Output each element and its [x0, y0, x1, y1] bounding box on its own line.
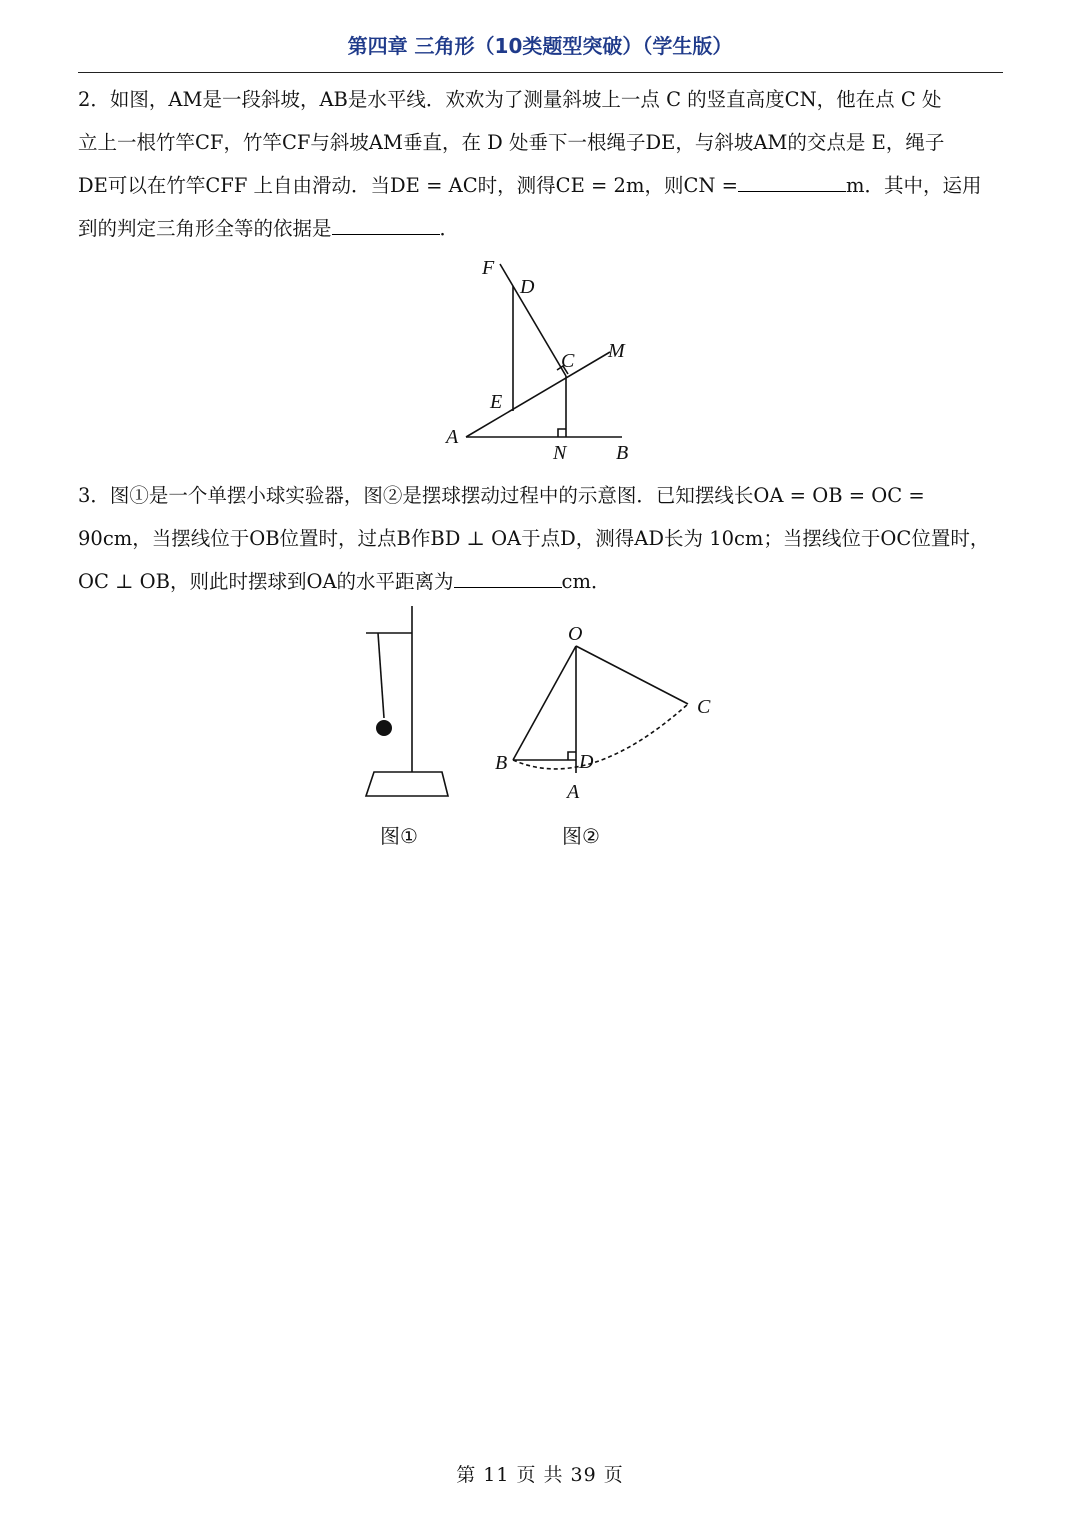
- pendulum-apparatus-figure: [360, 600, 460, 805]
- problem-2-line-4: [78, 207, 1003, 250]
- line-am: [466, 352, 610, 437]
- problem-3-line-3: [78, 560, 1003, 603]
- problem-3-line-3-tail: cm．: [561, 570, 611, 593]
- problem-2: [78, 78, 1003, 250]
- label-d: D: [520, 276, 535, 298]
- label-e: E: [490, 391, 503, 413]
- problem-2-line-3-tail: m．其中，运用: [845, 174, 982, 197]
- problem-2-figure: [440, 250, 650, 470]
- pendulum-schematic-figure: [488, 618, 728, 808]
- label-f: F: [482, 257, 495, 279]
- label-c: C: [561, 350, 575, 372]
- problem-2-line-1: 2．如图，AM是一段斜坡，AB是水平线．欢欢为了测量斜坡上一点 C 的竖直高度CN，他在点 C 处: [78, 88, 942, 111]
- pendulum-ball: [376, 720, 392, 736]
- header-divider: [78, 72, 1003, 73]
- label-b: B: [616, 442, 629, 464]
- page-header-title: 第四章 三角形（10类题型突破）（学生版）: [347, 34, 733, 58]
- right-angle-d: [568, 752, 576, 760]
- answer-blank-congruence-basis[interactable]: [332, 215, 440, 235]
- label-a: A: [446, 426, 459, 448]
- problem-3-line-3-text: OC ⊥ OB，则此时摆球到OA的水平距离为: [78, 570, 454, 593]
- label-d: D: [579, 751, 594, 773]
- pendulum-string: [378, 633, 384, 718]
- label-a: A: [567, 781, 580, 803]
- problem-2-line-4-text: 到的判定三角形全等的依据是: [78, 217, 332, 240]
- caption-figure-1: 图①: [380, 824, 418, 848]
- label-m: M: [608, 340, 625, 362]
- problem-2-line-3-text: DE可以在竹竿CFF 上自由滑动．当DE = AC时，测得CE = 2m，则CN =: [78, 174, 738, 197]
- answer-blank-cn[interactable]: [738, 172, 846, 192]
- label-n: N: [553, 442, 567, 464]
- line-ob: [513, 646, 576, 760]
- problem-2-line-2: 立上一根竹竿CF，竹竿CF与斜坡AM垂直，在 D 处垂下一根绳子DE，与斜坡AM的交点是 E，绳子: [78, 131, 945, 154]
- right-angle-n: [558, 429, 566, 437]
- problem-3-line-2: 90cm，当摆线位于OB位置时，过点B作BD ⊥ OA于点D，测得AD长为 10cm；当摆线位于OC位置时，: [78, 527, 990, 550]
- problem-3: [78, 474, 1003, 603]
- stand-base: [366, 772, 448, 796]
- label-c: C: [697, 696, 711, 718]
- label-o: O: [568, 623, 583, 645]
- page-number-footer: 第 11 页 共 39 页: [456, 1464, 624, 1486]
- problem-3-line-1: 3．图①是一个单摆小球实验器，图②是摆球摆动过程中的示意图．已知摆线长OA = OB = OC =: [78, 484, 925, 507]
- problem-2-line-4-tail: ．: [439, 217, 460, 240]
- line-oc: [576, 646, 688, 704]
- answer-blank-distance[interactable]: [454, 568, 562, 588]
- caption-figure-2: 图②: [562, 824, 600, 848]
- label-b: B: [495, 752, 508, 774]
- problem-2-line-3: [78, 164, 1003, 207]
